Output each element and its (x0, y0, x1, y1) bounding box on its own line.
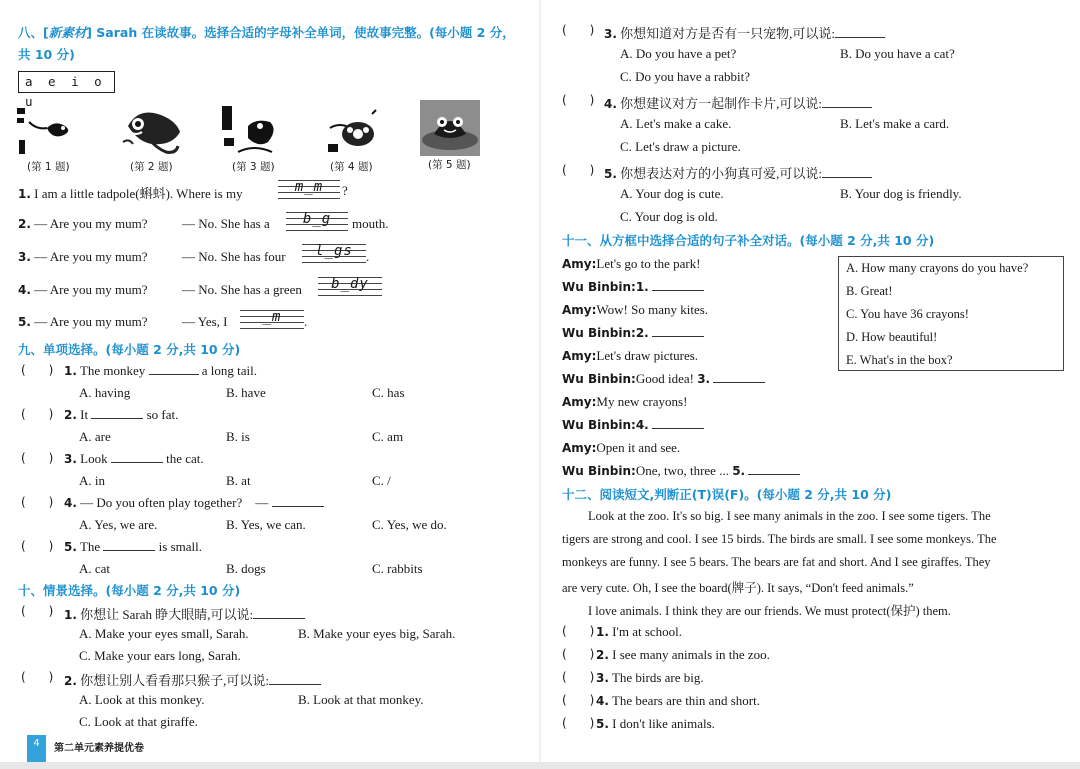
s9-q4-option-a[interactable]: A. Yes, we are. (79, 517, 158, 532)
dialog-line-8: Wu Binbin:4. (562, 417, 704, 433)
options-box (838, 256, 1064, 371)
footer-title: 第二单元素养提优卷 (54, 743, 144, 754)
option-e[interactable]: E. What's in the box? (846, 353, 953, 367)
s10-q2-stem: 2. 你想让别人看看那只猴子,可以说: (64, 670, 321, 689)
s9-q1-stem: 1. The monkey a long tail. (64, 363, 258, 378)
section-8-title: 八、[新素材] Sarah 在读故事。选择合适的字母补全单词，使故事完整。(每小题 2 分， (18, 25, 515, 40)
s10-q4-stem: 4. 你想建议对方一起制作卡片,可以说: (604, 93, 872, 112)
s9-q1-option-b[interactable]: B. have (226, 385, 266, 400)
tadpole-picture (17, 104, 75, 158)
s8-q5-answer[interactable]: _m (240, 308, 304, 332)
bottom-band (0, 762, 1080, 769)
s10-q3-paren[interactable]: ( ) (562, 23, 595, 37)
s8-question-4: 4. — Are you my mum? (18, 282, 148, 297)
s12-q4-paren[interactable]: ( ) (562, 693, 595, 707)
s10-q2-option-a[interactable]: A. Look at this monkey. (79, 692, 205, 707)
s10-q2-option-b[interactable]: B. Look at that monkey. (298, 692, 424, 707)
s12-q5-text: 5. I don't like animals. (596, 716, 715, 731)
s12-q5-paren[interactable]: ( ) (562, 716, 595, 730)
section-11-title: 十一、从方框中选择合适的句子补全对话。(每小题 2 分,共 10 分) (562, 233, 935, 248)
option-d[interactable]: D. How beautiful! (846, 330, 938, 344)
s12-q3-text: 3. The birds are big. (596, 670, 704, 685)
s10-q5-stem: 5. 你想表达对方的小狗真可爱,可以说: (604, 163, 872, 182)
s8-q5-reply: — Yes, I (182, 314, 228, 329)
s9-q1-option-c[interactable]: C. has (372, 385, 405, 400)
s9-q5-option-b[interactable]: B. dogs (226, 561, 266, 576)
s9-q2-option-c[interactable]: C. am (372, 429, 404, 444)
s8-q5-end: . (304, 314, 308, 329)
s10-q1-stem: 1. 你想让 Sarah 睁大眼睛,可以说: (64, 604, 305, 623)
s9-q4-stem: 4. — Do you often play together? — (64, 495, 324, 511)
s9-q2-paren[interactable]: ( ) (21, 407, 54, 421)
caption-2: (第 2 题) (130, 161, 173, 173)
s9-q2-option-b[interactable]: B. is (226, 429, 250, 444)
s9-q3-option-b[interactable]: B. at (226, 473, 251, 488)
caption-1: (第 1 题) (27, 161, 70, 173)
s10-q3-option-c[interactable]: C. Do you have a rabbit? (620, 69, 750, 84)
s9-q3-option-a[interactable]: A. in (79, 473, 105, 488)
s10-q5-paren[interactable]: ( ) (562, 163, 595, 177)
s12-q4-text: 4. The bears are thin and short. (596, 693, 760, 708)
s9-q3-stem: 3. Look the cat. (64, 451, 204, 466)
s10-q2-paren[interactable]: ( ) (21, 670, 54, 684)
s10-q3-stem: 3. 你想知道对方是否有一只宠物,可以说: (604, 23, 885, 42)
s10-q3-option-b[interactable]: B. Do you have a cat? (840, 46, 955, 61)
s8-q2-answer[interactable]: b_g (286, 210, 348, 234)
dialog-line-2: Wu Binbin:1. (562, 279, 704, 295)
s9-q2-option-a[interactable]: A. are (79, 429, 111, 444)
passage-line-4: are very cute. Oh, I see the board(牌子). It says, “Don't feed animals.” (562, 581, 914, 595)
option-a[interactable]: A. How many crayons do you have? (846, 261, 1029, 275)
s8-q4-answer[interactable]: b_dy (318, 275, 382, 299)
s10-q4-paren[interactable]: ( ) (562, 93, 595, 107)
turtle-picture (322, 104, 380, 158)
s9-q3-option-c[interactable]: C. / (372, 473, 391, 488)
s10-q3-option-a[interactable]: A. Do you have a pet? (620, 46, 737, 61)
s8-q4-reply: — No. She has a green (182, 282, 302, 297)
s9-q2-stem: 2. It so fat. (64, 407, 179, 422)
option-b[interactable]: B. Great! (846, 284, 893, 298)
dialog-line-1: Amy:Let's go to the park! (562, 256, 701, 271)
option-c[interactable]: C. You have 36 crayons! (846, 307, 969, 321)
section-8-title-line2: 共 10 分) (18, 47, 75, 62)
s8-question-1: 1. I am a little tadpole(蝌蚪). Where is my (18, 186, 243, 201)
dialog-line-3: Amy:Wow! So many kites. (562, 302, 709, 317)
s10-q2-option-c[interactable]: C. Look at that giraffe. (79, 714, 198, 729)
s10-q1-option-a[interactable]: A. Make your eyes small, Sarah. (79, 626, 249, 641)
passage-line-5: I love animals. I think they are our friends. We must protect(保护) them. (588, 604, 951, 618)
caption-4: (第 4 题) (330, 161, 373, 173)
dialog-line-7: Amy:My new crayons! (562, 394, 688, 409)
s10-q4-option-b[interactable]: B. Let's make a card. (840, 116, 950, 131)
s10-q1-paren[interactable]: ( ) (21, 604, 54, 618)
letter-box: a e i o u (18, 71, 115, 93)
caption-5: (第 5 题) (428, 159, 471, 171)
s10-q4-option-c[interactable]: C. Let's draw a picture. (620, 139, 741, 154)
dialog-line-9: Amy:Open it and see. (562, 440, 681, 455)
s12-q1-text: 1. I'm at school. (596, 624, 683, 639)
s9-q4-option-c[interactable]: C. Yes, we do. (372, 517, 447, 532)
s9-q4-option-b[interactable]: B. Yes, we can. (226, 517, 306, 532)
passage-line-3: monkeys are funny. I see 5 bears. The bears are fat and short. And I see giraffes. They (562, 555, 991, 569)
s10-q5-option-b[interactable]: B. Your dog is friendly. (840, 186, 962, 201)
frog-mother-picture (420, 100, 480, 156)
s9-q5-stem: 5. The is small. (64, 539, 202, 554)
s10-q5-option-a[interactable]: A. Your dog is cute. (620, 186, 724, 201)
s8-q3-answer[interactable]: l_gs (302, 242, 366, 266)
section-9-title: 九、单项选择。(每小题 2 分,共 10 分) (18, 342, 241, 357)
dialog-line-4: Wu Binbin:2. (562, 325, 704, 341)
s9-q5-paren[interactable]: ( ) (21, 539, 54, 553)
s8-question-3: 3. — Are you my mum? (18, 249, 148, 264)
s8-q3-reply: — No. She has four (182, 249, 286, 264)
s10-q1-option-c[interactable]: C. Make your ears long, Sarah. (79, 648, 241, 663)
s9-q4-paren[interactable]: ( ) (21, 495, 54, 509)
s10-q4-option-a[interactable]: A. Let's make a cake. (620, 116, 732, 131)
passage-line-2: tigers are strong and cool. I see 15 birds. The birds are small. I see some monkeys. The (562, 532, 997, 546)
s8-q1-end: ? (342, 183, 348, 198)
s12-q2-paren[interactable]: ( ) (562, 647, 595, 661)
s8-q2-end: mouth. (352, 216, 389, 231)
s9-q5-option-a[interactable]: A. cat (79, 561, 111, 576)
s9-q5-option-c[interactable]: C. rabbits (372, 561, 423, 576)
section-12-title: 十二、阅读短文,判断正(T)误(F)。(每小题 2 分,共 10 分) (562, 487, 892, 502)
s9-q1-option-a[interactable]: A. having (79, 385, 131, 400)
dialog-line-10: Wu Binbin:One, two, three ... 5. (562, 463, 800, 479)
caption-3: (第 3 题) (232, 161, 275, 173)
dialog-line-5: Amy:Let's draw pictures. (562, 348, 699, 363)
s10-q1-option-b[interactable]: B. Make your eyes big, Sarah. (298, 626, 456, 641)
passage-line-1: Look at the zoo. It's so big. I see many animals in the zoo. I see some tigers. The (588, 509, 991, 523)
s12-q3-paren[interactable]: ( ) (562, 670, 595, 684)
fish-mother-picture (118, 102, 186, 158)
s8-question-5: 5. — Are you my mum? (18, 314, 148, 329)
page-number: 4 (27, 735, 46, 765)
s8-q2-reply: — No. She has a (182, 216, 270, 231)
dialog-line-6: Wu Binbin:Good idea! 3. (562, 371, 765, 387)
s8-question-2: 2. — Are you my mum? (18, 216, 148, 231)
s8-q3-end: . (366, 249, 370, 264)
s12-q1-paren[interactable]: ( ) (562, 624, 595, 638)
s10-q5-option-c[interactable]: C. Your dog is old. (620, 209, 718, 224)
s9-q1-paren[interactable]: ( ) (21, 363, 54, 377)
s8-q1-answer[interactable]: m_m (278, 178, 340, 200)
section-10-title: 十、情景选择。(每小题 2 分,共 10 分) (18, 583, 241, 598)
s9-q3-paren[interactable]: ( ) (21, 451, 54, 465)
s12-q2-text: 2. I see many animals in the zoo. (596, 647, 770, 662)
frog-picture (222, 102, 280, 158)
